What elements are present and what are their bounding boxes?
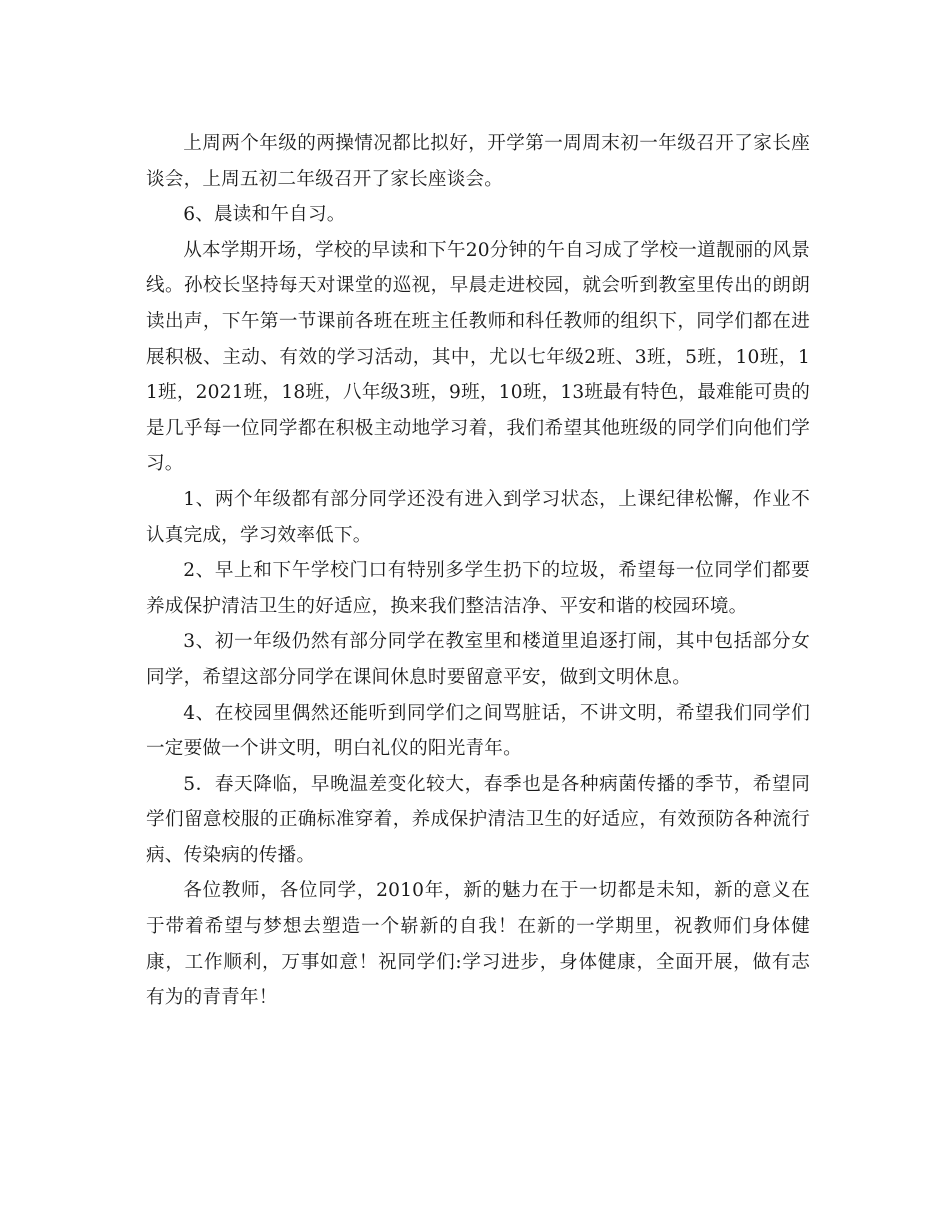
paragraph-issue-5: 5．春天降临，早晚温差变化较大，春季也是各种病菌传播的季节，希望同学们留意校服的正确标准穿着，养成保护清洁卫生的好适应，有效预防各种流行病、传染病的传播。: [146, 773, 810, 866]
paragraph-issue-2: 2、早上和下午学校门口有特别多学生扔下的垃圾，希望每一位同学们都要养成保护清洁卫生的好适应，换来我们整洁洁净、平安和谐的校园环境。: [146, 560, 810, 617]
paragraph-self-study: 从本学期开场，学校的早读和下午20分钟的午自习成了学校一道靓丽的风景线。孙校长坚持每天对课堂的巡视，早晨走进校园，就会听到教室里传出的朗朗读出声，下午第一节课前各班在班主任教师和科任教师的组织下，同学们都在进展积极、主动、有效的学习活动，其中，尤以七年级2班、3班，5班，10班，11班，2021班，18班，八年级3班，9班，10班，13班最有特色，最难能可贵的是几乎每一位同学都在积极主动地学习着，我们希望其他班级的同学们向他们学习。: [146, 239, 810, 475]
paragraph-issue-4: 4、在校园里偶然还能听到同学们之间骂脏话，不讲文明，希望我们同学们一定要做一个讲文明，明白礼仪的阳光青年。: [146, 702, 810, 760]
paragraph-heading-morning-reading: 6、晨读和午自习。: [183, 204, 346, 226]
paragraph-issue-1: 1、两个年级都有部分同学还没有进入到学习状态，上课纪律松懈，作业不认真完成，学习效率低下。: [146, 488, 810, 546]
paragraph-issue-3: 3、初一年级仍然有部分同学在教室里和楼道里追逐打闹，其中包括部分女同学，希望这部分同学在课间休息时要留意平安，做到文明休息。: [146, 631, 810, 688]
paragraph-parents-meeting: 上周两个年级的两操情况都比拟好，开学第一周周末初一年级召开了家长座谈会，上周五初二年级召开了家长座谈会。: [146, 133, 810, 190]
document-body: [146, 126, 810, 1016]
paragraph-closing: 各位教师，各位同学，2010年，新的魅力在于一切都是未知，新的意义在于带着希望与梦想去塑造一个崭新的自我！在新的一学期里，祝教师们身体健康，工作顺利，万事如意！祝同学们:学习进步，身体健康，全面开展，做有志有为的青青年！: [146, 880, 810, 1009]
